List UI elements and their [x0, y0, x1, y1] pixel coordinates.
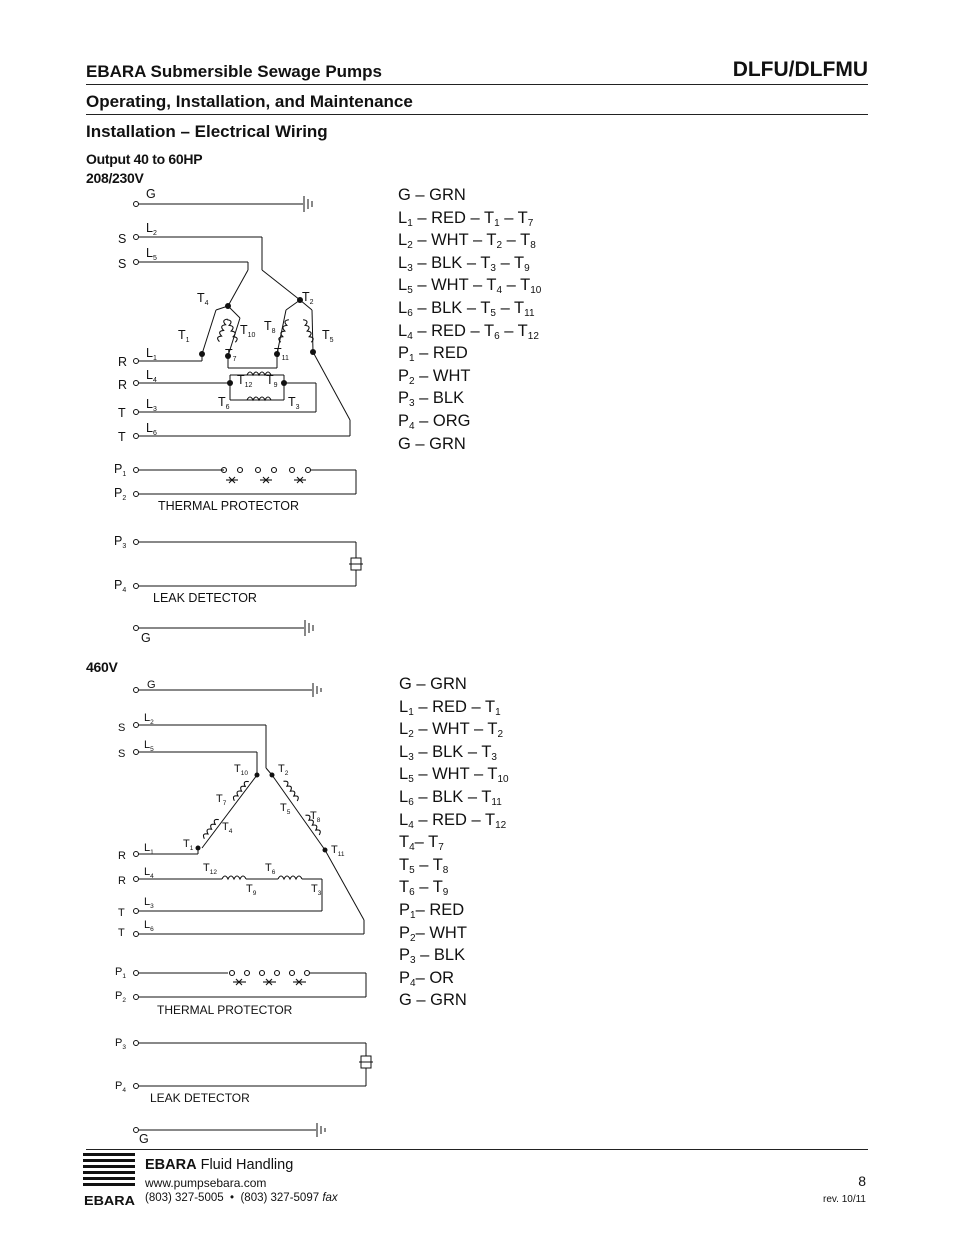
- svg-text:T6: $T_6$: [265, 862, 276, 876]
- legend-subscript: 6: [407, 307, 413, 319]
- legend-text: – WHT: [415, 923, 467, 942]
- revision-date: rev. 10/11: [823, 1194, 866, 1205]
- legend-subscript: 3: [409, 398, 415, 410]
- legend-subscript: 3: [491, 751, 497, 763]
- legend-text: – T: [495, 253, 525, 272]
- svg-text:G: G: [146, 187, 156, 201]
- legend-subscript: 6: [409, 887, 415, 899]
- page-number: 8: [858, 1173, 866, 1189]
- legend-text: – T: [414, 855, 443, 874]
- document-title: EBARA Submersible Sewage Pumps: [86, 62, 383, 81]
- legend-text: – T: [495, 298, 525, 317]
- legend-row: [399, 809, 509, 832]
- legend-text: – ORG: [414, 411, 471, 430]
- legend-row: [399, 944, 509, 967]
- section-title: Installation – Electrical Wiring: [86, 122, 328, 141]
- legend-row: [399, 673, 509, 696]
- svg-text:T: T: [118, 430, 126, 444]
- legend-text: L: [399, 742, 409, 761]
- svg-text:P4: $P_4$: [115, 1080, 126, 1094]
- svg-text:S: S: [118, 257, 127, 271]
- legend-text: P: [399, 968, 411, 987]
- legend-text: – T: [502, 276, 531, 295]
- legend-subscript: 2: [409, 375, 415, 387]
- legend-subscript: 4: [496, 285, 503, 297]
- legend-row: [399, 967, 509, 990]
- wire-legend-208-230v: [398, 184, 541, 455]
- legend-row: [398, 433, 541, 456]
- legend-row: [399, 899, 509, 922]
- svg-text:L3: $L_3$: [146, 397, 157, 413]
- legend-subscript: 5: [490, 307, 496, 319]
- legend-text: – BLK – T: [412, 298, 491, 317]
- svg-text:P3: $P_3$: [115, 1037, 126, 1051]
- legend-row: [399, 741, 509, 764]
- legend-text: T: [399, 855, 410, 874]
- footer-fax-label: fax: [322, 1192, 338, 1204]
- legend-row: [398, 387, 541, 410]
- svg-text:T10: $T_{10}$: [240, 323, 256, 339]
- legend-text: T: [399, 878, 410, 897]
- legend-text: – RED – T: [412, 321, 495, 340]
- legend-text: L: [399, 765, 409, 784]
- svg-text:P4: $P_4$: [114, 578, 127, 594]
- legend-text: – T: [499, 208, 528, 227]
- svg-text:T11: $T_{11}$: [331, 844, 345, 858]
- legend-row: [398, 320, 541, 343]
- legend-row: [398, 297, 541, 320]
- document-subtitle: Operating, Installation, and Maintenance: [86, 92, 413, 111]
- legend-subscript: 1: [409, 353, 415, 365]
- svg-text:L2: $L_2$: [146, 221, 157, 237]
- legend-row: [398, 184, 541, 207]
- legend-row: [398, 229, 541, 252]
- model-number: DLFU/DLFMU: [732, 58, 868, 81]
- svg-text:P2: $P_2$: [114, 486, 127, 502]
- legend-row: [398, 207, 541, 230]
- svg-text:T10: $T_{10}$: [234, 763, 248, 777]
- legend-text: – BLK – T: [412, 253, 491, 272]
- svg-text:T5: $T_5$: [322, 328, 334, 344]
- legend-row: [399, 831, 509, 854]
- footer-rule: [86, 1149, 868, 1150]
- subtitle-rule: [86, 114, 868, 115]
- svg-text:P2: $P_2$: [115, 990, 126, 1004]
- svg-text:T11: $T_{11}$: [274, 346, 289, 362]
- legend-text: L: [399, 697, 409, 716]
- legend-text: – RED: [414, 344, 468, 363]
- svg-text:L2: $L_2$: [144, 712, 154, 726]
- legend-subscript: 5: [409, 864, 415, 876]
- legend-subscript: 12: [495, 819, 507, 831]
- legend-subscript: 9: [524, 262, 530, 274]
- legend-subscript: 2: [496, 240, 503, 252]
- legend-text: – WHT – T: [413, 765, 498, 784]
- thermal-protector-label-460v: THERMAL PROTECTOR: [157, 1003, 293, 1017]
- legend-row: [399, 718, 509, 741]
- legend-text: – RED: [415, 900, 465, 919]
- svg-text:G: G: [141, 631, 151, 645]
- svg-text:P3: $P_3$: [114, 534, 127, 550]
- legend-text: – T: [414, 878, 443, 897]
- legend-text: – T: [414, 833, 439, 852]
- legend-text: P: [399, 900, 411, 919]
- svg-text:S: S: [118, 722, 126, 734]
- legend-subscript: 8: [530, 240, 536, 252]
- svg-text:L6: $L_6$: [146, 421, 157, 437]
- legend-text: L: [398, 208, 408, 227]
- legend-row: [398, 365, 541, 388]
- voltage-label-high: 460V: [86, 659, 118, 675]
- legend-text: P: [398, 389, 410, 408]
- svg-text:T8: $T_8$: [310, 810, 321, 824]
- legend-text: G – GRN: [399, 675, 467, 693]
- legend-text: – OR: [415, 968, 455, 987]
- svg-text:R: R: [118, 355, 128, 369]
- legend-text: L: [399, 787, 409, 806]
- legend-text: – BLK: [414, 389, 465, 408]
- legend-row: [398, 274, 541, 297]
- svg-text:T9: $T_9$: [266, 373, 278, 389]
- thermal-protector-label: THERMAL PROTECTOR: [158, 499, 299, 513]
- svg-text:T2: $T_2$: [302, 290, 314, 306]
- legend-text: – BLK – T: [413, 742, 492, 761]
- svg-text:L1: $L_1$: [144, 842, 154, 856]
- legend-text: – RED – T: [413, 697, 496, 716]
- legend-subscript: 11: [524, 307, 535, 319]
- legend-row: [398, 252, 541, 275]
- svg-text:R: R: [118, 378, 128, 392]
- legend-text: – BLK – T: [413, 787, 492, 806]
- svg-text:T5: $T_5$: [280, 802, 291, 816]
- legend-subscript: 2: [408, 729, 414, 741]
- legend-subscript: 7: [527, 217, 534, 229]
- svg-text:P1: $P_1$: [114, 462, 127, 478]
- legend-subscript: 3: [407, 262, 413, 274]
- legend-subscript: 10: [530, 285, 542, 297]
- legend-text: P: [398, 366, 410, 385]
- svg-text:G: G: [147, 679, 156, 691]
- svg-text:L3: $L_3$: [144, 896, 154, 910]
- legend-subscript: 2: [497, 729, 504, 741]
- legend-text: L: [399, 720, 409, 739]
- legend-row: [399, 696, 509, 719]
- legend-subscript: 4: [409, 842, 415, 854]
- legend-subscript: 7: [438, 842, 444, 854]
- legend-subscript: 5: [407, 285, 413, 297]
- svg-text:T3: $T_3$: [288, 395, 300, 411]
- legend-row: [399, 922, 509, 945]
- svg-text:T1: $T_1$: [178, 328, 190, 344]
- svg-text:T: T: [118, 406, 126, 420]
- legend-subscript: 3: [408, 751, 414, 763]
- footer-bullet: •: [230, 1192, 235, 1204]
- svg-text:T12: $T_{12}$: [237, 373, 253, 389]
- legend-row: [399, 854, 509, 877]
- legend-text: – T: [502, 231, 531, 250]
- legend-subscript: 3: [490, 262, 496, 274]
- svg-text:T12: $T_{12}$: [203, 862, 217, 876]
- legend-row: [399, 876, 509, 899]
- legend-subscript: 1: [408, 706, 414, 718]
- svg-text:S: S: [118, 232, 127, 246]
- legend-text: – BLK: [415, 946, 466, 965]
- legend-row: [399, 989, 509, 1012]
- output-range-label: Output 40 to 60HP: [86, 151, 203, 167]
- svg-text:T: T: [118, 907, 125, 919]
- svg-text:T2: $T_2$: [278, 763, 289, 777]
- legend-row: [399, 786, 509, 809]
- svg-text:P1: $P_1$: [115, 966, 126, 980]
- legend-subscript: 6: [408, 796, 414, 808]
- svg-text:L4: $L_4$: [144, 866, 154, 880]
- legend-text: – RED – T: [412, 208, 495, 227]
- legend-subscript: 12: [527, 330, 539, 342]
- footer-brand-rest: Fluid Handling: [196, 1157, 294, 1173]
- footer-website-link[interactable]: www.pumpsebara.com: [145, 1176, 267, 1190]
- wiring-diagram-460v: [100, 670, 400, 1150]
- legend-subscript: 5: [408, 774, 414, 786]
- leak-detector-label-460v: LEAK DETECTOR: [150, 1091, 250, 1105]
- legend-subscript: 10: [497, 774, 509, 786]
- svg-text:T9: $T_9$: [246, 883, 257, 897]
- legend-text: P: [398, 411, 410, 430]
- legend-row: [398, 342, 541, 365]
- legend-subscript: 4: [410, 977, 416, 989]
- wiring-diagram-208-230v: [100, 180, 400, 650]
- header-rule: [86, 84, 868, 85]
- voltage-label-low: 208/230V: [86, 170, 144, 186]
- footer-contact: [145, 1192, 338, 1204]
- legend-text: L: [398, 276, 408, 295]
- svg-text:L1: $L_1$: [146, 346, 157, 362]
- legend-subscript: 1: [407, 217, 413, 229]
- legend-row: [399, 763, 509, 786]
- legend-subscript: 1: [494, 217, 500, 229]
- legend-subscript: 11: [491, 796, 502, 808]
- legend-text: – WHT – T: [412, 231, 497, 250]
- ebara-logo-text: EBARA: [84, 1193, 136, 1208]
- legend-text: L: [398, 253, 408, 272]
- legend-subscript: 4: [409, 420, 415, 432]
- legend-text: – WHT – T: [412, 276, 497, 295]
- legend-text: T: [399, 833, 410, 852]
- leak-detector-label: LEAK DETECTOR: [153, 591, 257, 605]
- footer-fax-number: (803) 327-5097: [240, 1192, 320, 1204]
- svg-text:T3: $T_3$: [311, 883, 322, 897]
- legend-text: G – GRN: [398, 186, 466, 204]
- legend-subscript: 8: [442, 864, 449, 876]
- legend-subscript: 4: [407, 330, 413, 342]
- legend-subscript: 6: [494, 330, 500, 342]
- legend-subscript: 2: [407, 240, 413, 252]
- legend-text: P: [399, 923, 411, 942]
- footer-phone: (803) 327-5005: [145, 1192, 224, 1204]
- svg-text:T6: $T_6$: [218, 395, 230, 411]
- legend-text: – WHT: [414, 366, 471, 385]
- svg-text:T8: $T_8$: [264, 319, 276, 335]
- svg-text:T4: $T_4$: [197, 291, 209, 307]
- svg-text:T4: $T_4$: [222, 821, 233, 835]
- svg-text:T1: $T_1$: [183, 838, 194, 852]
- svg-text:T: T: [118, 927, 125, 939]
- legend-row: [398, 410, 541, 433]
- wire-legend-460v: [399, 673, 509, 1012]
- legend-text: G – GRN: [398, 434, 466, 453]
- legend-text: L: [399, 810, 409, 829]
- svg-text:G: G: [139, 1132, 149, 1146]
- ebara-logo: [83, 1152, 137, 1208]
- legend-subscript: 2: [410, 932, 416, 944]
- svg-text:S: S: [118, 748, 126, 760]
- footer-brand-bold: EBARA: [145, 1157, 197, 1173]
- legend-text: G – GRN: [399, 991, 467, 1010]
- footer-brand: [145, 1157, 293, 1173]
- legend-text: – RED – T: [413, 810, 496, 829]
- svg-text:L4: $L_4$: [146, 368, 157, 384]
- svg-text:T7: $T_7$: [225, 347, 237, 363]
- svg-text:T7: $T_7$: [216, 793, 227, 807]
- legend-text: – T: [499, 321, 528, 340]
- svg-text:L5: $L_5$: [146, 246, 157, 262]
- legend-subscript: 3: [410, 955, 416, 967]
- svg-text:L5: $L_5$: [144, 739, 154, 753]
- legend-text: P: [399, 946, 411, 965]
- svg-text:L6: $L_6$: [144, 919, 154, 933]
- legend-text: P: [398, 344, 410, 363]
- legend-subscript: 1: [495, 706, 501, 718]
- legend-subscript: 9: [442, 887, 449, 899]
- legend-text: L: [398, 231, 408, 250]
- svg-text:R: R: [118, 875, 126, 887]
- legend-subscript: 1: [410, 909, 416, 921]
- svg-text:R: R: [118, 850, 126, 862]
- legend-subscript: 4: [408, 819, 414, 831]
- legend-text: L: [398, 298, 408, 317]
- legend-text: L: [398, 321, 408, 340]
- legend-text: – WHT – T: [413, 720, 498, 739]
